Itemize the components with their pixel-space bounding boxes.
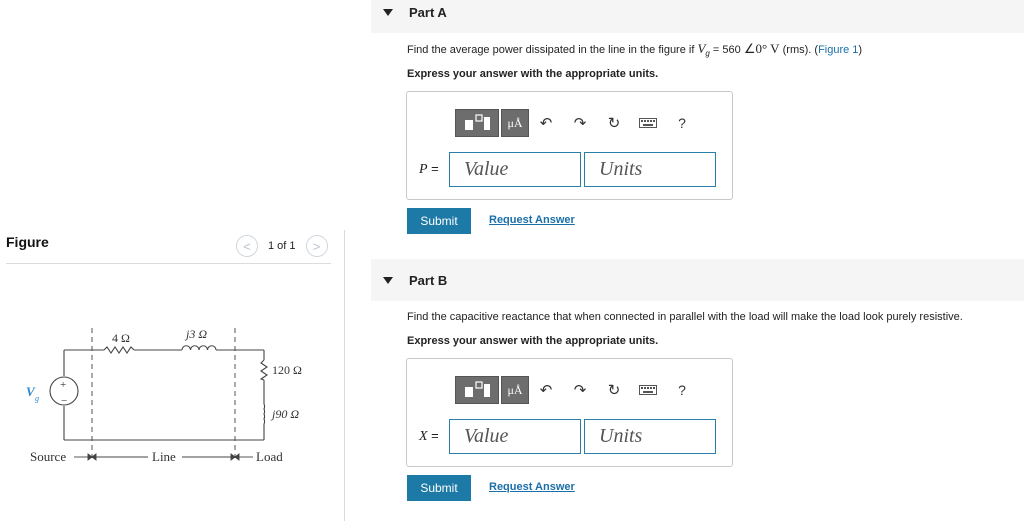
template-icon xyxy=(462,113,492,133)
units-button[interactable]: μÅ xyxy=(501,109,529,137)
part-a-title: Part A xyxy=(409,4,447,20)
figure-link[interactable]: Figure 1 xyxy=(818,44,859,56)
part-b-title: Part B xyxy=(409,272,448,288)
pager-count: 1 of 1 xyxy=(268,240,296,252)
undo-icon[interactable]: ↶ xyxy=(539,115,553,132)
figure-pager xyxy=(236,235,328,257)
part-b-value-input[interactable]: Value xyxy=(449,419,581,454)
vg-subscript: g xyxy=(705,49,710,59)
vg-symbol: V xyxy=(697,41,706,56)
part-a-units-input[interactable]: Units xyxy=(584,152,716,187)
part-a-instruction: Express your answer with the appropriate units. xyxy=(407,68,659,80)
part-a-request-answer-link[interactable]: Request Answer xyxy=(489,214,575,226)
units-button[interactable]: μÅ xyxy=(501,376,529,404)
part-b-answer-box xyxy=(406,358,733,467)
part-a-toolbar xyxy=(455,109,699,137)
circuit-diagram xyxy=(24,318,314,478)
keyboard-icon[interactable] xyxy=(631,376,665,404)
next-figure-button[interactable] xyxy=(306,235,328,257)
line-reactance-label: j3 Ω xyxy=(186,327,208,341)
phasor-angle: ∠0° V xyxy=(743,41,780,56)
line-section-label: Line xyxy=(152,449,176,464)
templates-button[interactable] xyxy=(455,109,499,137)
part-b-submit-button[interactable]: Submit xyxy=(407,475,471,501)
part-b-variable-label: X = xyxy=(419,428,439,444)
templates-button[interactable] xyxy=(455,376,499,404)
part-a-variable-label: P = xyxy=(419,161,439,177)
redo-icon[interactable]: ↷ xyxy=(573,115,587,132)
source-voltage-subscript: g xyxy=(35,394,39,403)
part-a-answer-box xyxy=(406,91,733,200)
load-resistance-label: 120 Ω xyxy=(272,363,302,377)
part-a-value-input[interactable]: Value xyxy=(449,152,581,187)
reset-icon[interactable]: ↻ xyxy=(607,382,621,399)
minus-sign: − xyxy=(61,395,68,407)
chevron-right-icon: > xyxy=(312,238,321,254)
part-a-input-row xyxy=(419,152,716,187)
part-b-input-row xyxy=(419,419,716,454)
reset-icon[interactable]: ↻ xyxy=(607,115,621,132)
template-icon xyxy=(462,380,492,400)
redo-icon[interactable]: ↷ xyxy=(573,382,587,399)
line-resistance-label: 4 Ω xyxy=(112,331,130,345)
panel-divider xyxy=(344,230,345,521)
source-section-label: Source xyxy=(30,449,67,464)
part-b-toolbar xyxy=(455,376,699,404)
keyboard-icon[interactable] xyxy=(631,109,665,137)
figure-divider xyxy=(6,263,331,264)
figure-panel xyxy=(0,0,345,521)
part-b-header[interactable] xyxy=(371,259,1024,301)
chevron-left-icon: < xyxy=(243,238,251,254)
part-b-units-input[interactable]: Units xyxy=(584,419,716,454)
load-section-label: Load xyxy=(256,449,283,464)
part-a-question: Find the average power dissipated in the line in the figure if $V_g = 560$ ∠0° V (rms). (Figure 1) xyxy=(407,41,863,59)
plus-sign: + xyxy=(60,379,67,391)
figure-title: Figure xyxy=(6,234,49,250)
prev-figure-button[interactable] xyxy=(236,235,258,257)
source-voltage-label: V xyxy=(26,384,35,399)
part-b-question: Find the capacitive reactance that when connected in parallel with the load will make the load look purely resistive. xyxy=(407,311,963,323)
caret-down-icon xyxy=(383,277,393,284)
undo-icon[interactable]: ↶ xyxy=(539,382,553,399)
load-reactance-label: j90 Ω xyxy=(272,407,300,421)
part-a-submit-button[interactable]: Submit xyxy=(407,208,471,234)
part-b-request-answer-link[interactable]: Request Answer xyxy=(489,481,575,493)
part-a-header[interactable] xyxy=(371,0,1024,33)
part-b-instruction: Express your answer with the appropriate units. xyxy=(407,335,659,347)
caret-down-icon xyxy=(383,9,393,16)
help-icon[interactable]: ? xyxy=(678,115,686,131)
help-icon[interactable]: ? xyxy=(678,382,686,398)
